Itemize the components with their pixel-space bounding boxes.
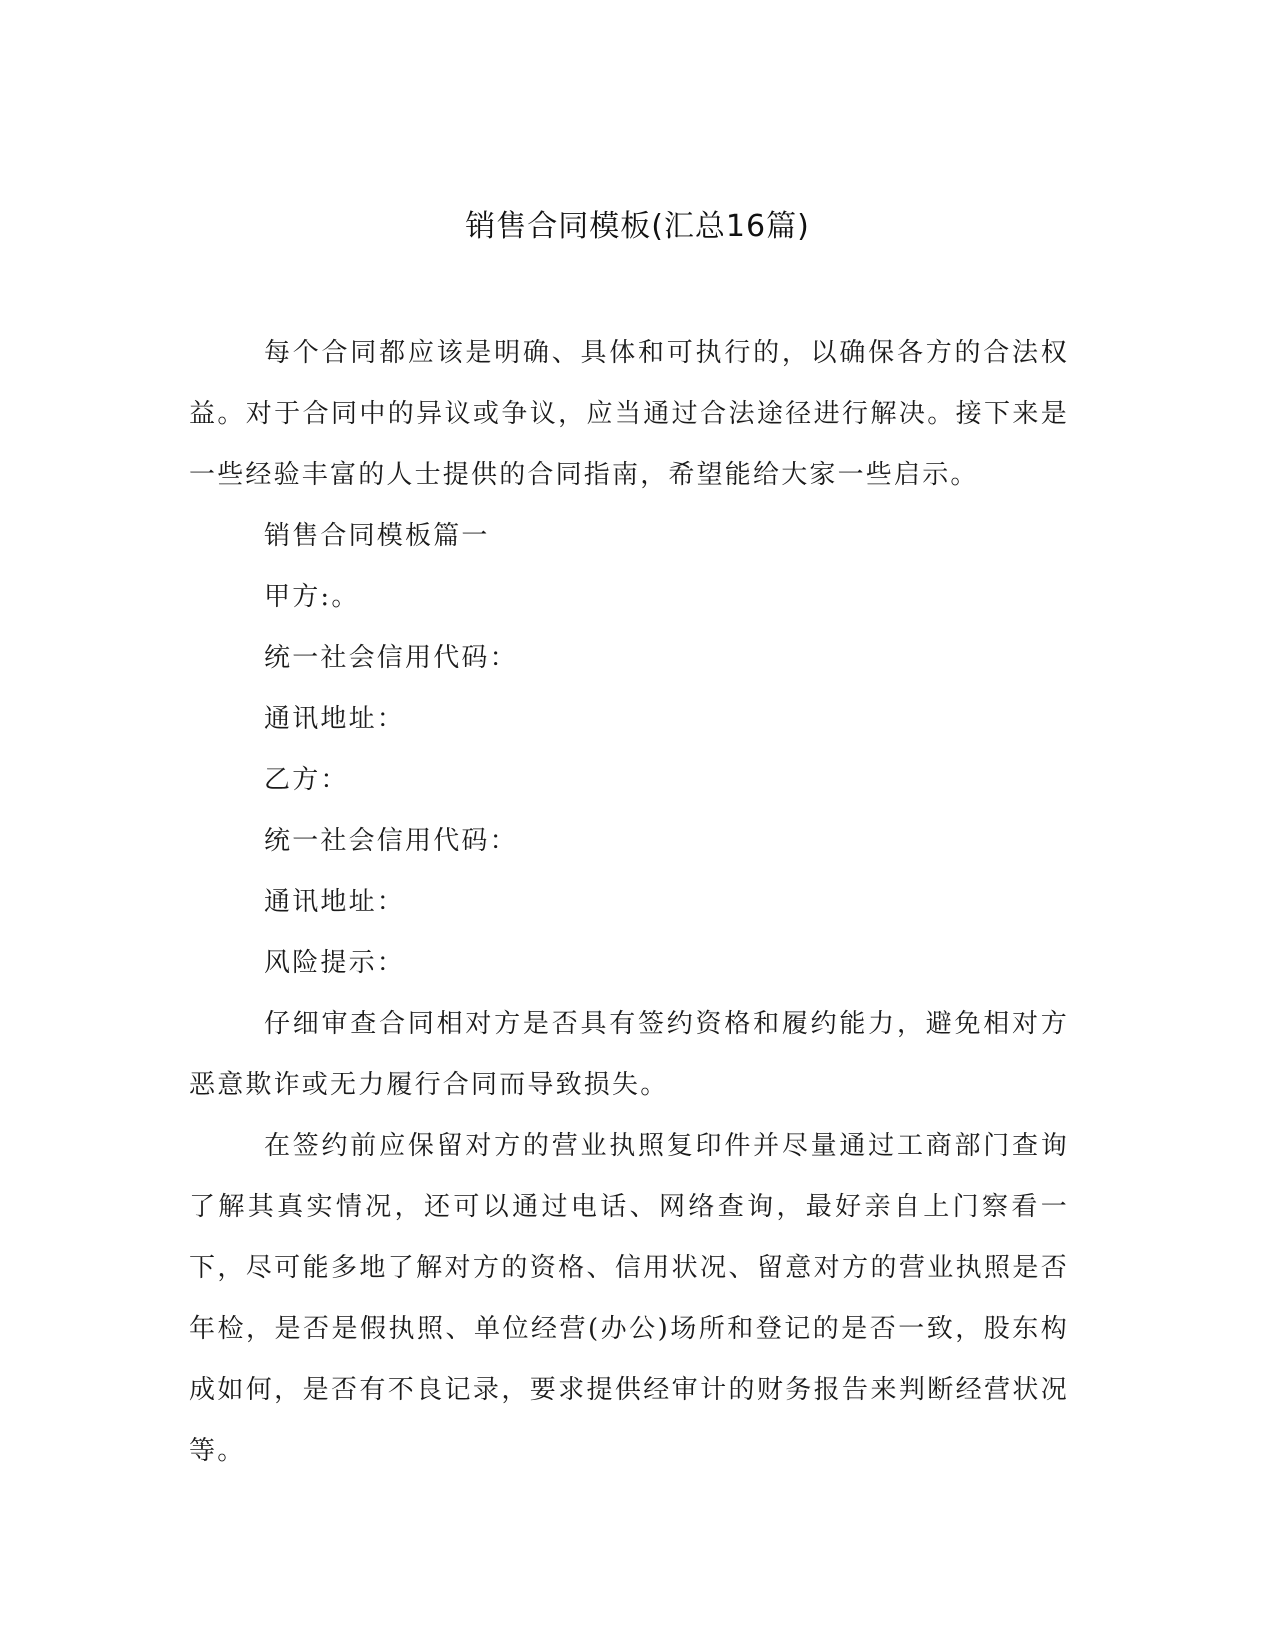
section-heading: 销售合同模板篇一 bbox=[264, 521, 490, 551]
party-b-address-line: 通讯地址： bbox=[264, 887, 406, 917]
risk-paragraph-1: 仔细审查合同相对方是否具有签约资格和履约能力，避免相对方恶意欺诈或无力履行合同而导致损失。 bbox=[189, 1009, 1069, 1100]
intro-paragraph: 每个合同都应该是明确、具体和可执行的，以确保各方的合法权益。对于合同中的异议或争议，应当通过合法途径进行解决。接下来是一些经验丰富的人士提供的合同指南，希望能给大家一些启示。 bbox=[189, 338, 1069, 490]
party-a-line: 甲方:。 bbox=[264, 582, 360, 612]
document-title: 销售合同模板(汇总16篇) bbox=[465, 209, 810, 244]
document-body bbox=[189, 323, 1069, 1482]
risk-paragraph-2: 在签约前应保留对方的营业执照复印件并尽量通过工商部门查询了解其真实情况，还可以通过电话、网络查询，最好亲自上门察看一下，尽可能多地了解对方的资格、信用状况、留意对方的营业执照是否年检，是否是假执照、单位经营(办公)场所和登记的是否一致，股东构成如何，是否有不良记录，要求提供经审计的财务报告来判断经营状况等。 bbox=[189, 1131, 1069, 1466]
party-a-address-line: 通讯地址： bbox=[264, 704, 406, 734]
party-b-line: 乙方： bbox=[264, 765, 349, 795]
party-b-credit-code-line: 统一社会信用代码： bbox=[264, 826, 518, 856]
party-a-credit-code-line: 统一社会信用代码： bbox=[264, 643, 518, 673]
risk-notice-heading: 风险提示： bbox=[264, 948, 406, 978]
